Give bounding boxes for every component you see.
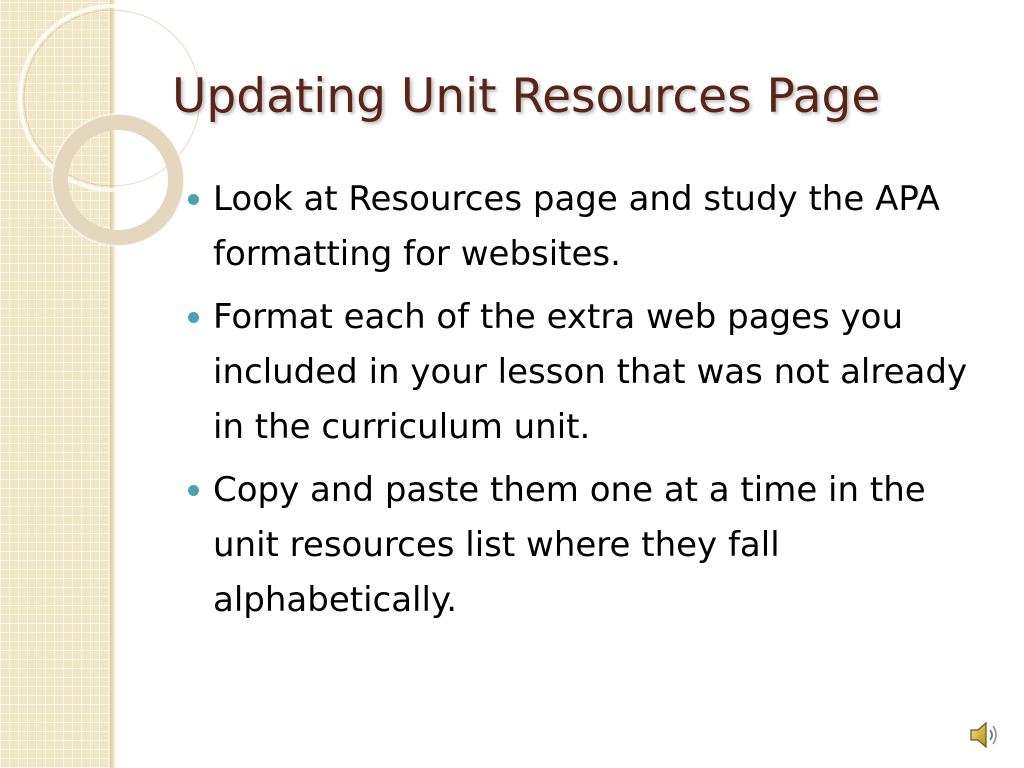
bullet-item	[183, 290, 993, 455]
slide-title: Updating Unit Resources Page	[172, 69, 881, 124]
bullet-dot-icon	[188, 194, 199, 205]
bullet-dot-icon	[188, 485, 199, 496]
bullet-text: Copy and paste them one at a time in the unit resources list where they fall alphabetically.	[213, 470, 926, 620]
bullet-text: Format each of the extra web pages you included in your lesson that was not already in the curriculum unit.	[213, 297, 968, 447]
bullet-list	[183, 172, 993, 636]
speaker-icon[interactable]	[968, 718, 1002, 752]
decorative-rings	[0, 0, 200, 320]
bullet-item	[183, 172, 993, 282]
bullet-text: Look at Resources page and study the APA formatting for websites.	[213, 179, 940, 274]
bullet-item	[183, 463, 993, 628]
bullet-dot-icon	[188, 312, 199, 323]
